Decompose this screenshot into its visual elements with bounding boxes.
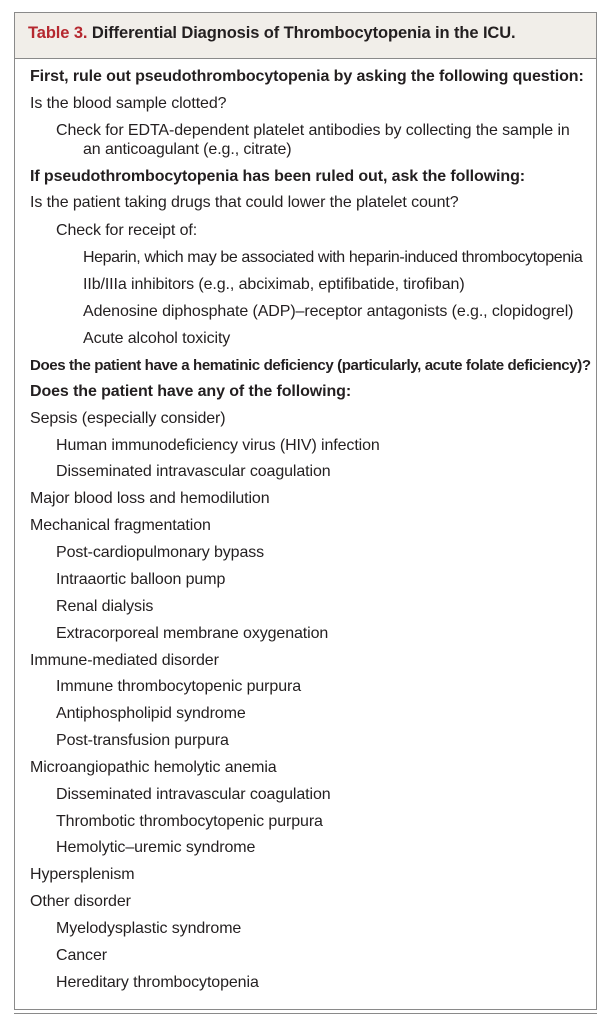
- list-item: Is the blood sample clotted?: [30, 95, 227, 112]
- list-item: Other disorder: [30, 893, 131, 910]
- list-item: Major blood loss and hemodilution: [30, 490, 270, 507]
- list-item: Cancer: [56, 947, 107, 964]
- list-item: an anticoagulant (e.g., citrate): [83, 141, 292, 158]
- section-heading: First, rule out pseudothrombocytopenia by asking the following question:: [30, 68, 584, 85]
- list-item: Adenosine diphosphate (ADP)–receptor antagonists (e.g., clopidogrel): [83, 303, 574, 320]
- table-header: [15, 13, 596, 59]
- section-heading: Does the patient have a hematinic deficiency (particularly, acute folate deficiency)?: [30, 357, 591, 374]
- list-item: Hemolytic–uremic syndrome: [56, 839, 256, 856]
- list-item: Sepsis (especially consider): [30, 410, 226, 427]
- list-item: Intraaortic balloon pump: [56, 571, 226, 588]
- list-item: Microangiopathic hemolytic anemia: [30, 759, 277, 776]
- list-item: Heparin, which may be associated with heparin-induced thrombocytopenia: [83, 249, 583, 266]
- table-number: Table 3.: [28, 24, 88, 42]
- list-item: IIb/IIIa inhibitors (e.g., abciximab, eptifibatide, tirofiban): [83, 276, 465, 293]
- list-item: Extracorporeal membrane oxygenation: [56, 625, 329, 642]
- list-item: Renal dialysis: [56, 598, 154, 615]
- section-heading: If pseudothrombocytopenia has been ruled out, ask the following:: [30, 168, 525, 185]
- table-frame: [14, 12, 597, 1010]
- list-item: Is the patient taking drugs that could lower the platelet count?: [30, 194, 459, 211]
- list-item: Myelodysplastic syndrome: [56, 920, 242, 937]
- list-item: Disseminated intravascular coagulation: [56, 463, 331, 480]
- list-item: Human immunodeficiency virus (HIV) infection: [56, 437, 380, 454]
- list-item: Mechanical fragmentation: [30, 517, 211, 534]
- list-item: Hereditary thrombocytopenia: [56, 974, 259, 991]
- table-body: [15, 59, 596, 1009]
- table-caption: Differential Diagnosis of Thrombocytopenia in the ICU.: [91, 24, 516, 42]
- section-heading: Does the patient have any of the following:: [30, 383, 352, 400]
- table-title: [28, 24, 516, 43]
- list-item: Immune-mediated disorder: [30, 652, 219, 669]
- list-item: Hypersplenism: [30, 866, 135, 883]
- list-item: Post-transfusion purpura: [56, 732, 229, 749]
- list-item: Immune thrombocytopenic purpura: [56, 678, 302, 695]
- list-item: Check for receipt of:: [56, 222, 198, 239]
- list-item: Thrombotic thrombocytopenic purpura: [56, 813, 323, 830]
- list-item: Post-cardiopulmonary bypass: [56, 544, 265, 561]
- list-item: Acute alcohol toxicity: [83, 330, 231, 347]
- list-item: Disseminated intravascular coagulation: [56, 786, 331, 803]
- list-item: Antiphospholipid syndrome: [56, 705, 246, 722]
- list-item: Check for EDTA-dependent platelet antibodies by collecting the sample in: [56, 122, 570, 139]
- bottom-divider: [14, 1013, 597, 1014]
